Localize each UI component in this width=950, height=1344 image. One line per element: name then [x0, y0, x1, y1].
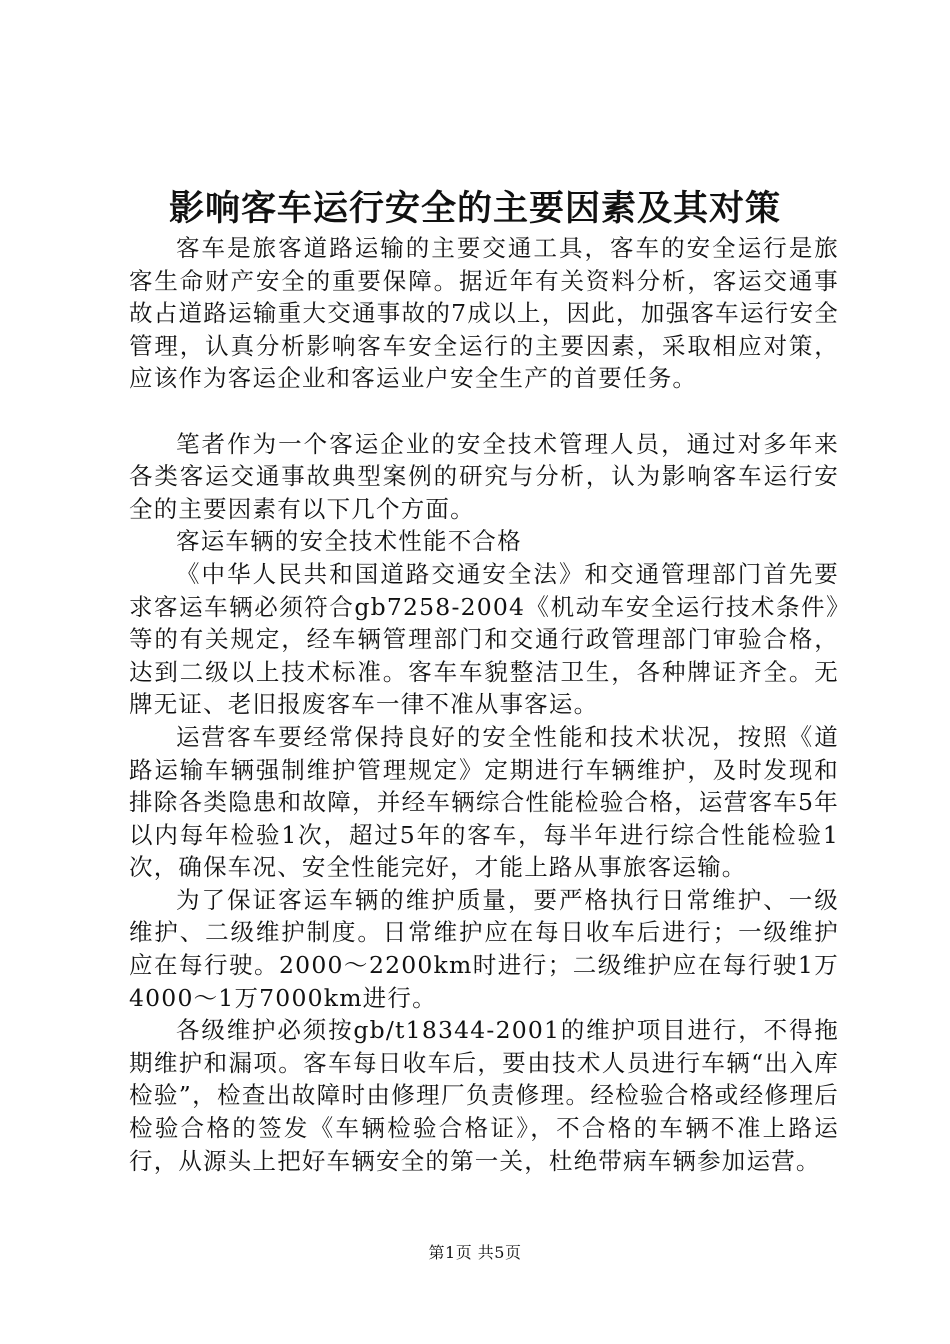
document-title: 影响客车运行安全的主要因素及其对策: [168, 188, 781, 229]
document-body: [129, 232, 839, 1177]
paragraph-author-view: 笔者作为一个客运企业的安全技术管理人员，通过对多年来各类客运交通事故典型案例的研究与分析，认为影响客车运行安全的主要因素有以下几个方面。: [129, 429, 839, 523]
paragraph-operation-maintenance: 运营客车要经常保持良好的安全性能和技术状况，按照《道路运输车辆强制维护管理规定》定期进行车辆维护，及时发现和排除各类隐患和故障，并经车辆综合性能检验合格，运营客车5年以内每年检验1次，超过5年的客车，每半年进行综合性能检验1次，确保车况、安全性能完好，才能上路从事旅客运输。: [129, 722, 839, 882]
page-footer: 第1页 共5页: [428, 1243, 522, 1262]
paragraph-maintenance-standard: 各级维护必须按gb/t18344-2001的维护项目进行，不得拖期维护和漏项。客车每日收车后，要由技术人员进行车辆“出入库检验”，检查出故障时由修理厂负责修理。经检验合格或经修理后检验合格的签发《车辆检验合格证》，不合格的车辆不准上路运行，从源头上把好车辆安全的第一关，杜绝带病车辆参加运营。: [129, 1016, 839, 1175]
paragraph-traffic-law: 《中华人民共和国道路交通安全法》和交通管理部门首先要求客运车辆必须符合gb7258-2004《机动车安全运行技术条件》等的有关规定，经车辆管理部门和交通行政管理部门审验合格，达到二级以上技术标准。客车车貌整洁卫生，各种牌证齐全。无牌无证、老旧报废客车一律不准从事客运。: [129, 559, 839, 719]
section-heading-vehicle-performance: 客运车辆的安全技术性能不合格: [176, 527, 522, 556]
paragraph-maintenance-levels: 为了保证客运车辆的维护质量，要严格执行日常维护、一级维护、二级维护制度。日常维护应在每日收车后进行；一级维护应在每行驶。2000～2200km时进行；二级维护应在每行驶1万4000～1万7000km进行。: [129, 885, 839, 1012]
paragraph-intro: 客车是旅客道路运输的主要交通工具，客车的安全运行是旅客生命财产安全的重要保障。据近年有关资料分析，客运交通事故占道路运输重大交通事故的7成以上，因此，加强客车运行安全管理，认真分析影响客车安全运行的主要因素，采取相应对策，应该作为客运企业和客运业户安全生产的首要任务。: [129, 234, 839, 393]
